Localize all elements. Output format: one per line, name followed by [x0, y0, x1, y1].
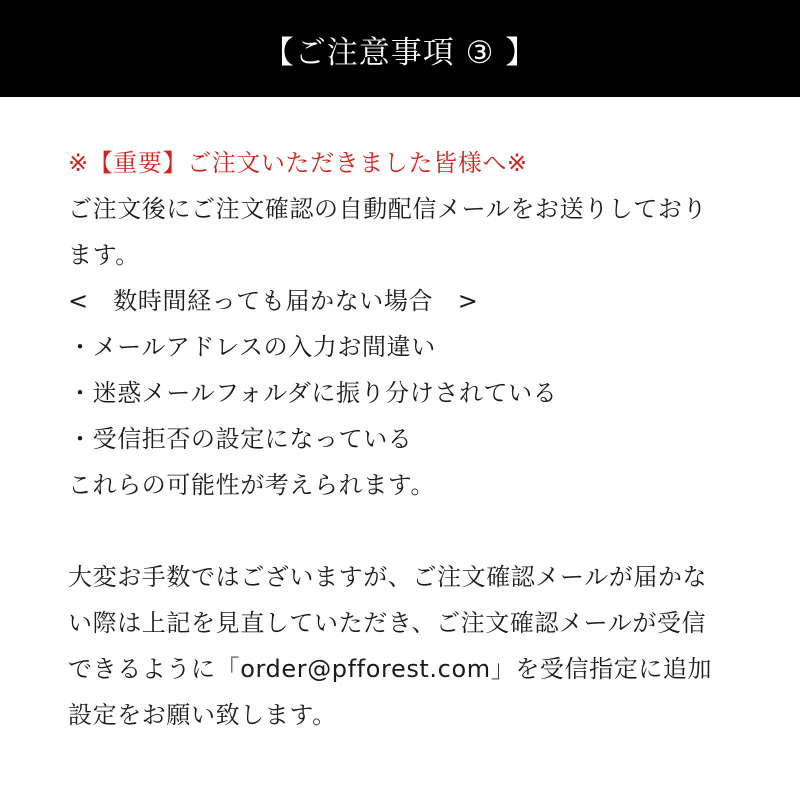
body-line: ・受信拒否の設定になっている — [68, 425, 413, 453]
closing-line: い際は上記を見直していただき、ご注文確認メールが受信 — [68, 609, 707, 637]
closing-line: 設定をお願い致します。 — [68, 701, 337, 729]
page-title: 【ご注意事項 ③ 】 — [262, 35, 538, 71]
body-line: ます。 — [68, 241, 140, 269]
body-line: < 数時間経っても届かない場合 > — [68, 287, 479, 315]
header-bar — [0, 0, 800, 97]
body-line: これらの可能性が考えられます。 — [68, 471, 436, 499]
closing-line: できるように「order@pfforest.com」を受信指定に追加 — [68, 655, 713, 683]
important-notice-heading: ※【重要】ご注文いただきました皆様へ※ — [68, 149, 528, 177]
notice-content — [68, 140, 758, 738]
closing-line: 大変お手数ではございますが、ご注文確認メールが届かな — [68, 563, 708, 591]
body-line: ・迷惑メールフォルダに振り分けされている — [68, 379, 558, 407]
body-line: ・メールアドレスの入力お間違い — [68, 333, 436, 361]
paragraph-gap — [68, 508, 758, 554]
body-line: ご注文後にご注文確認の自動配信メールをお送りしており — [68, 195, 708, 223]
